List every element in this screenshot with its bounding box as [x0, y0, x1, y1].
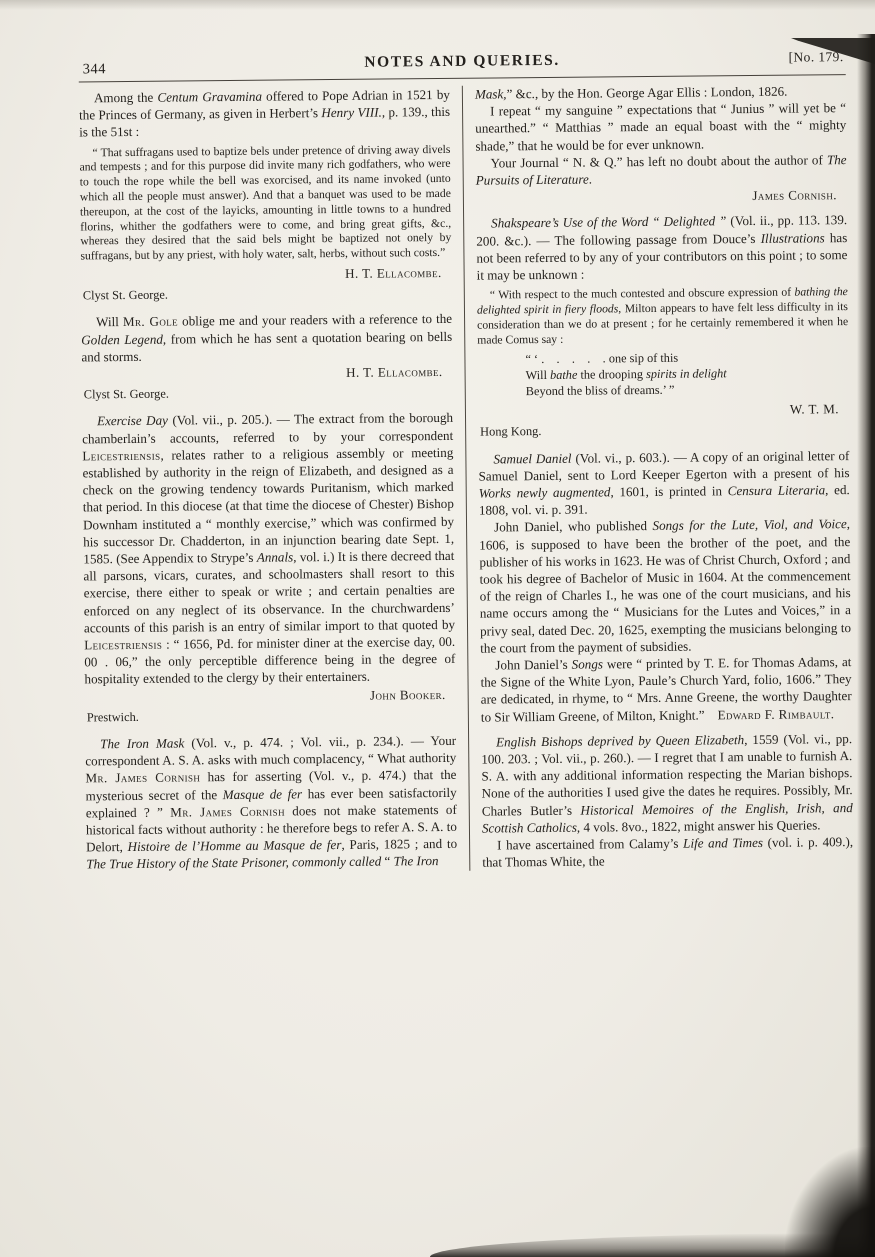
paragraph: [475, 151, 846, 189]
text-run: has not been referred to by any of your contributors on this point ; to some it may be unknown :: [476, 229, 848, 283]
text-run: “ ‘ . . . . . one sip of this: [525, 351, 679, 367]
paragraph: [79, 86, 450, 141]
text-run: Songs for the Lute, Viol, and Voice: [652, 516, 847, 534]
page-header: [78, 40, 845, 79]
text-run: , 1606, is supposed to have been the brother of the poet, and the publisher of his works in 1623. He was of Christ Church, Oxford ; and took his degree of Bachelor of Music in 1604. At the commencement of the reign of Charles I., he was one of the court musicians, and his name occurs among the “ Musicians for the Lutes and Voices,” in a privy seal, dated Dec. 20, 1625, exempting the musicians belonging to the court from the payment of subsidies.: [479, 516, 852, 656]
text-run: were “ printed by T. E. for Thomas Adams, at the Signe of the White Lyon, Paule’s Church Yard, folio, 1606.” They are dedicated, in rhyme, to “ Mrs. Anne Greene, the worthy Daughter to Sir William Greene, of Milton, Knight.”: [480, 654, 852, 725]
text-run: oblige me and your readers with a reference to the: [177, 311, 453, 329]
text-run: , 1601, is printed in: [610, 483, 728, 500]
text-run: Golden Legend: [81, 331, 163, 348]
text-run: Histoire de l’Homme au Masque de fer: [127, 837, 342, 855]
text-run: (Vol. ii., pp. 113. 139. 200. &c.). — The following passage from Douce’s: [476, 212, 848, 249]
text-run: Among the: [93, 89, 158, 106]
text-run: (vol. i. p. 409.), that Thomas White, the: [482, 834, 854, 870]
text-run: Annals: [256, 549, 294, 565]
quoted-extract: [79, 142, 451, 264]
signature-line: [82, 363, 453, 384]
text-run: (Vol. vi., p. 603.). — A copy of an original letter of Samuel Daniel, sent to Lord Keeper Egerton with a present of his: [478, 447, 850, 484]
text-run: : “ 1656, Pd. for minister diner at the exercise day, 00. 00 . 06,” the only perceptible difference being in the degree of hospitality extended to the clergy by their entertainers.: [84, 633, 456, 687]
text-run: , p. 139., this is the 51st :: [79, 104, 451, 140]
text-run: Censura Literaria: [727, 482, 826, 499]
text-run: Prestwich.: [86, 709, 139, 725]
left-column: [79, 86, 458, 875]
text-run: Your Journal “ N. & Q.” has left no doubt about the author of: [490, 152, 827, 171]
text-run: The Iron Mask: [100, 735, 185, 752]
text-run: Life and Times: [683, 834, 764, 851]
text-run: Henry VIII.: [321, 104, 382, 121]
text-run: Exercise Day: [96, 413, 168, 429]
paragraph: [481, 730, 853, 837]
paragraph: [480, 653, 852, 725]
text-run: Samuel Daniel: [493, 450, 572, 467]
right-column: [475, 82, 854, 871]
signature-line: [476, 186, 847, 207]
text-run: H. T. Ellacombe.: [345, 363, 443, 380]
text-run: , 4 vols. 8vo., 1822, might answer his Queries.: [576, 817, 821, 835]
text-run: .: [588, 171, 593, 187]
text-run: , Milton appears to have felt less difficulty in its consideration than we do at present ; for he certainly remembered it when he made Comus say :: [477, 300, 849, 347]
text-run: , vol. i.) It is there decreed that all parsons, vicars, curates, and schoolmasters shall resort to this exercise, there either to speak or write ; and certain penalties are enforced on any neglect of its observance. In the churchwardens’ accounts of this parish is an entry of similar import to that quoted by: [83, 547, 456, 636]
paragraph: [82, 409, 456, 688]
text-run: offered to Pope Adrian in 1521 by the Princes of Germany, as given in Herbert’s: [79, 86, 450, 123]
verse-quote: [525, 349, 848, 399]
signature-line: [85, 686, 456, 707]
text-run: The True History of the State Prisoner, commonly called: [86, 854, 382, 872]
paragraph: [482, 833, 853, 871]
signature-line: [81, 264, 452, 285]
text-run: (Vol. vii., p. 205.). — The extract from the borough chamberlain’s accounts, referred to by your correspondent: [82, 410, 454, 447]
columns: [79, 82, 854, 875]
scan-edge-bottom-right: [785, 1147, 875, 1257]
paragraph: [479, 515, 851, 656]
text-run: The Iron: [393, 853, 439, 869]
text-run: spirits in delight: [645, 366, 727, 382]
text-run: Mr. James Cornish: [170, 803, 286, 820]
text-run: Edward F. Rimbault.: [717, 705, 835, 723]
text-run: , Paris, 1825 ; and to: [341, 836, 458, 853]
text-run: Leicestriensis: [84, 636, 163, 653]
place-line: [87, 706, 456, 727]
paragraph: [475, 99, 846, 154]
text-run: “ With respect to the much contested and obscure expression of: [489, 285, 795, 302]
text-run: Hong Kong.: [480, 424, 542, 440]
text-run: Works newly augmented: [478, 484, 611, 501]
text-run: John Daniel’s: [495, 656, 572, 673]
text-run: W. T. M.: [789, 401, 840, 417]
text-run: , ed. 1808, vol. vi. p. 391.: [478, 482, 850, 518]
paragraph: [81, 310, 452, 365]
text-run: “: [381, 853, 394, 870]
paragraph: [478, 447, 850, 519]
text-run: The Pursuits of Literature: [475, 151, 847, 188]
paragraph: [476, 212, 848, 284]
text-run: Mask,: [474, 86, 507, 102]
signature-line: [478, 400, 849, 421]
text-run: I have ascertained from Calamy’s: [497, 835, 684, 853]
text-run: does not make statements of historical facts without authority : he therefore begs to refer A. S. A. to Delort,: [85, 801, 458, 855]
text-run: “ That suffragans used to baptize bels under pretence of driving away divels and tempests ; and for this purpose did invite many rich godfathers, who were to touch the rope while the bell was exorcised, and its name invoked (unto which all the people must answer). And that a banquet was used to be made thereupon, at the cost of the layicks, amounting in little towns to a hundred florins, whither the godfathers were to come, and bring great gifts, &c., whereas they desired that the said bels might be baptized not onely by suffragans, but by any priest, with holy water, salt, herbs, without such costs.”: [79, 142, 452, 263]
text-run: Mr. James Cornish: [85, 769, 201, 786]
text-run: Will: [525, 367, 551, 383]
text-run: Shakspeare’s Use of the Word “ Delighted ”: [491, 213, 727, 231]
text-run: , 1559 (Vol. vi., pp. 100. 203. ; Vol. vii., p. 260.). — I regret that I am unable to furnish A. S. A. with any additional information respecting the Marian bishops. None of the authorities I used give the dates he requires. Possibly, Mr. Charles Butler’s: [481, 730, 853, 819]
text-run: , relates rather to a religious assembly or meeting established by authority in the reign of Elizabeth, and designed as a check on the growing tendency towards Puritanism, which marked that period. In this diocese (at that time the diocese of Chester) Bishop Downham instituted a “ monthly exercise,” which was confirmed by his successor Dr. Chadderton, in an injunction bearing date Sept. 1, 1585. (See Appendix to Strype’s: [82, 444, 455, 567]
text-run: Mr. Gole: [122, 313, 179, 330]
text-run: Will: [96, 314, 123, 330]
column-divider: [462, 86, 471, 871]
text-run: John Daniel, who published: [493, 518, 653, 535]
text-run: John Booker.: [369, 686, 446, 703]
scan-edge-right: [857, 34, 875, 1257]
journal-title: NOTES AND QUERIES.: [364, 51, 560, 71]
text-run: , from which he has sent a quotation bearing on bells and storms.: [81, 328, 453, 365]
text-run: has for asserting (Vol. v., p. 474.) that the mysterious secret of the: [85, 767, 457, 804]
text-run: the drooping: [577, 367, 647, 382]
text-run: English Bishops deprived by Queen Elizabeth: [496, 731, 745, 750]
verse-line: [526, 381, 849, 400]
text-run: Historical Memoires of the English, Irish, and Scottish Catholics: [481, 799, 853, 836]
place-line: [480, 420, 849, 441]
text-run: H. T. Ellacombe.: [345, 264, 442, 281]
text-run: ” &c., by the Hon. George Agar Ellis : London, 1826.: [506, 83, 788, 102]
page-number: 344: [82, 61, 106, 78]
text-run: Leicestriensis: [82, 447, 161, 464]
text-run: has ever been satisfactorily explained ? ”: [85, 784, 457, 821]
scan-edge-top: [0, 0, 875, 10]
paragraph: [85, 732, 457, 873]
text-run: I repeat “ my sanguine ” expectations that “ Junius ” will yet be “ unearthed.” “ Matthias ” made an equal boast with the “ mighty shade,” that he would be for ever unknown.: [475, 100, 847, 154]
place-line: [84, 383, 453, 404]
text-run: Songs: [571, 656, 604, 672]
text-run: Clyst St. George.: [82, 287, 169, 303]
text-run: (Vol. v., p. 474. ; Vol. vii., p. 234.). — Your correspondent A. S. A. asks with much complacency, “ What authority: [85, 732, 457, 769]
text-run: Clyst St. George.: [83, 386, 169, 402]
text-run: Illustrations: [760, 229, 825, 246]
text-run: Centum Gravamina: [157, 88, 263, 105]
place-line: [83, 284, 452, 305]
quoted-extract: [477, 285, 849, 348]
text-run: Beyond the bliss of dreams.’ ”: [525, 382, 675, 398]
text-run: bathing the delighted spirit in fiery floods: [476, 285, 848, 317]
text-run: Masque de fer: [222, 786, 303, 802]
text-run: bathe: [549, 367, 578, 382]
text-run: James Cornish.: [752, 187, 837, 204]
issue-number: [No. 179.: [788, 49, 844, 65]
